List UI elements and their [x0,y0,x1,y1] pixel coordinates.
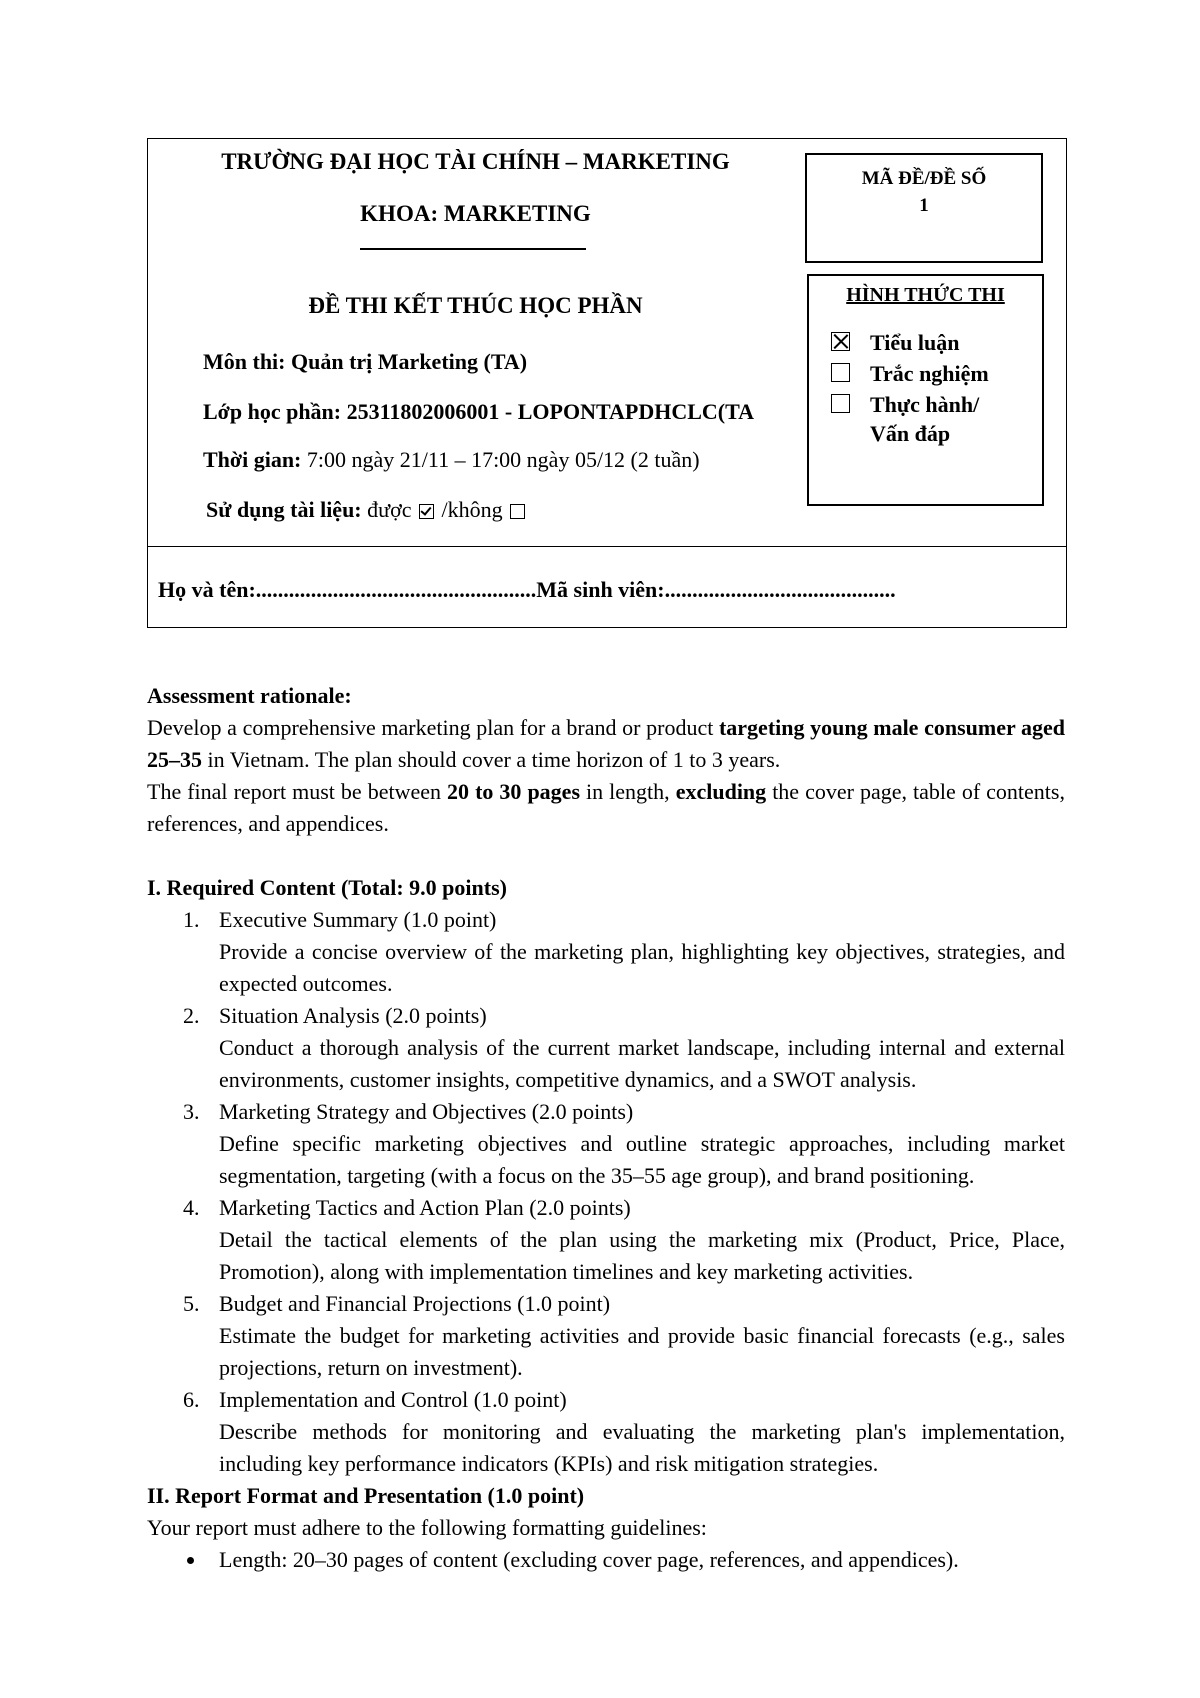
exam-code-value: 1 [919,195,929,216]
exam-header-box [147,138,1067,628]
time-value: 7:00 ngày 21/11 – 17:00 ngày 05/12 (2 tuần) [301,447,700,472]
header-divider [148,546,1066,547]
docs-usage [206,497,527,523]
item-description: Conduct a thorough analysis of the current market landscape, including internal and external environments, customer insights, competitive dynamics, and a SWOT analysis. [219,1035,1065,1092]
student-id-field[interactable]: .......................................... [664,577,896,602]
item-title: Situation Analysis (2.0 points) [219,1003,487,1028]
exam-time [203,447,700,473]
exam-class: Lớp học phần: 25311802006001 - LOPONTAPDHCLC(TA [203,399,755,424]
exam-form-box [807,274,1044,506]
practical-checkbox-icon[interactable] [831,394,850,413]
rationale-paragraph-1 [147,712,1065,776]
rationale-heading: Assessment rationale: [147,683,352,708]
form-option-label: Thực hành/ [870,392,980,417]
form-option-essay [829,328,959,358]
faculty-name: KHOA: MARKETING [360,201,591,226]
list-number: 1. [183,907,200,932]
docs-allowed-label: được [361,497,417,522]
exam-title: ĐỀ THI KẾT THÚC HỌC PHẦN [308,293,643,318]
form-option-practical [829,390,979,420]
text-run-bold: targeting young male consumer aged 25–35 [147,715,1065,772]
list-item [147,1000,1065,1096]
list-item [147,1288,1065,1384]
text-run: in length, [580,779,676,804]
docs-not-allowed-checkbox-icon[interactable] [510,504,525,519]
student-info-line [158,577,896,603]
student-id-label: Mã sinh viên: [536,577,665,602]
list-item: Length: 20–30 pages of content (excluding cover page, references, and appendices). [147,1544,1065,1576]
student-name-field[interactable]: ................................................... [255,577,537,602]
multiple-choice-checkbox-icon[interactable] [831,363,850,382]
list-number: 4. [183,1195,200,1220]
faculty-underline [360,248,586,250]
required-content-list [147,904,1065,1480]
list-number: 6. [183,1387,200,1412]
text-run: in Vietnam. The plan should cover a time horizon of 1 to 3 years. [202,747,781,772]
item-title: Budget and Financial Projections (1.0 point) [219,1291,611,1316]
form-option-label: Tiểu luận [870,330,960,355]
essay-checkbox-icon[interactable] [831,332,850,351]
docs-not-allowed-label: /không [435,497,509,522]
section-1-heading: I. Required Content (Total: 9.0 points) [147,875,507,900]
time-label: Thời gian: [203,447,302,472]
text-run-bold: 20 to 30 pages [447,779,581,804]
form-option-multiple-choice [829,359,989,389]
item-title: Marketing Tactics and Action Plan (2.0 points) [219,1195,631,1220]
list-item [147,1096,1065,1192]
item-description: Detail the tactical elements of the plan using the marketing mix (Product, Price, Place, Promotion), along with implementation timelines and key marketing activities. [219,1227,1065,1284]
list-number: 5. [183,1291,200,1316]
item-title: Marketing Strategy and Objectives (2.0 points) [219,1099,634,1124]
item-description: Describe methods for monitoring and evaluating the marketing plan's implementation, including key performance indicators (KPIs) and risk mitigation strategies. [219,1419,1065,1476]
item-description: Estimate the budget for marketing activities and provide basic financial forecasts (e.g., sales projections, return on investment). [219,1323,1065,1380]
exam-code-box [805,153,1043,263]
item-title: Executive Summary (1.0 point) [219,907,497,932]
rationale-paragraph-2 [147,776,1065,840]
section-2-heading: II. Report Format and Presentation (1.0 point) [147,1483,585,1508]
item-title: Implementation and Control (1.0 point) [219,1387,567,1412]
school-name: TRƯỜNG ĐẠI HỌC TÀI CHÍNH – MARKETING [221,149,730,174]
list-item [147,1192,1065,1288]
text-run: the cover page, table of contents, references, and appendices. [147,779,1065,836]
spacer [147,840,1065,872]
form-option-label: Trắc nghiệm [870,361,989,386]
text-run: Develop a comprehensive marketing plan for a brand or product [147,715,719,740]
section-2-intro: Your report must adhere to the following formatting guidelines: [147,1515,707,1540]
item-description: Provide a concise overview of the marketing plan, highlighting key objectives, strategies, and expected outcomes. [219,939,1065,996]
exam-subject: Môn thi: Quản trị Marketing (TA) [203,349,528,374]
format-list [147,1544,1065,1576]
exam-code-label: MÃ ĐỀ/ĐỀ SỐ [861,168,987,189]
list-item [147,1384,1065,1480]
exam-form-title: HÌNH THỨC THI [846,284,1005,306]
list-item [147,904,1065,1000]
form-option-label: Vấn đáp [870,421,951,446]
text-run-bold: excluding [675,779,767,804]
item-description: Define specific marketing objectives and outline strategic approaches, including market segmentation, targeting (with a focus on the 35–55 age group), and brand positioning. [219,1131,1065,1188]
student-name-label: Họ và tên: [158,577,256,602]
text-run: The final report must be between [147,779,448,804]
docs-label: Sử dụng tài liệu: [206,497,362,522]
list-number: 3. [183,1099,200,1124]
docs-allowed-checkbox-icon[interactable] [419,504,434,519]
list-number: 2. [183,1003,200,1028]
exam-body [147,680,1065,1576]
